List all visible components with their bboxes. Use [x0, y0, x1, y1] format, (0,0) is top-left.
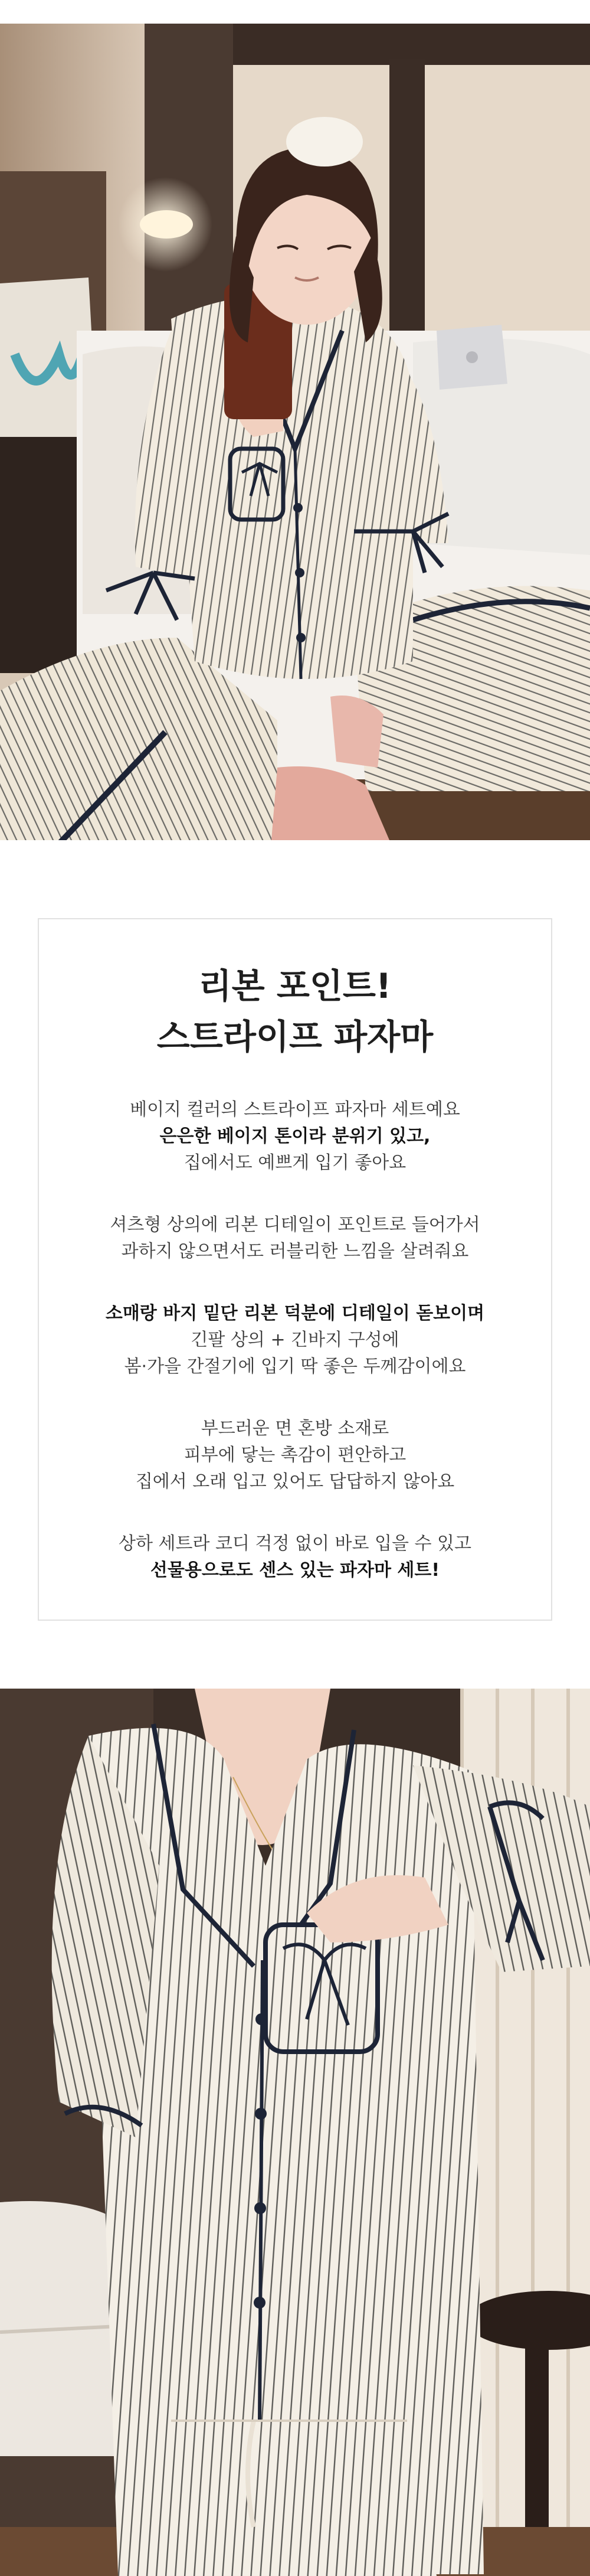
p4-line-1: 부드러운 면 혼방 소재로 — [201, 1418, 389, 1439]
card-title — [39, 961, 551, 1062]
paragraph-3 — [39, 1300, 551, 1380]
title-line-2: 스트라이프 파자마 — [156, 1017, 434, 1057]
pajama-closeup-image — [0, 1689, 590, 2576]
p5-line-1: 상하 세트라 코디 걱정 없이 바로 입을 수 있고 — [119, 1533, 471, 1554]
paragraph-1 — [39, 1096, 551, 1176]
p3-line-2: 긴팔 상의 + 긴바지 구성에 — [191, 1330, 399, 1350]
description-card — [38, 918, 552, 1621]
p3-line-3: 봄·가을 간절기에 입기 딱 좋은 두께감이에요 — [124, 1356, 466, 1377]
p2-line-2: 과하지 않으면서도 러블리한 느낌을 살려줘요 — [121, 1241, 469, 1262]
pajama-selfie-image — [0, 24, 590, 840]
paragraph-5 — [39, 1530, 551, 1584]
product-photo-bottom — [0, 1689, 590, 2576]
p4-line-3: 집에서 오래 입고 있어도 답답하지 않아요 — [135, 1471, 455, 1492]
p5-line-2: 선물용으로도 센스 있는 파자마 세트! — [150, 1560, 440, 1581]
p1-line-3: 집에서도 예쁘게 입기 좋아요 — [183, 1152, 407, 1173]
p1-line-1: 베이지 컬러의 스트라이프 파자마 세트예요 — [130, 1099, 460, 1120]
title-line-1: 리본 포인트! — [198, 966, 392, 1006]
paragraph-4 — [39, 1415, 551, 1495]
p2-line-1: 셔츠형 상의에 리본 디테일이 포인트로 들어가서 — [110, 1214, 480, 1235]
p1-line-2: 은은한 베이지 톤이라 분위기 있고, — [159, 1126, 431, 1147]
paragraph-2 — [39, 1212, 551, 1265]
product-photo-top — [0, 24, 590, 840]
p4-line-2: 피부에 닿는 촉감이 편안하고 — [183, 1445, 407, 1465]
p3-line-1: 소매랑 바지 밑단 리본 덕분에 디테일이 돋보이며 — [105, 1303, 485, 1324]
